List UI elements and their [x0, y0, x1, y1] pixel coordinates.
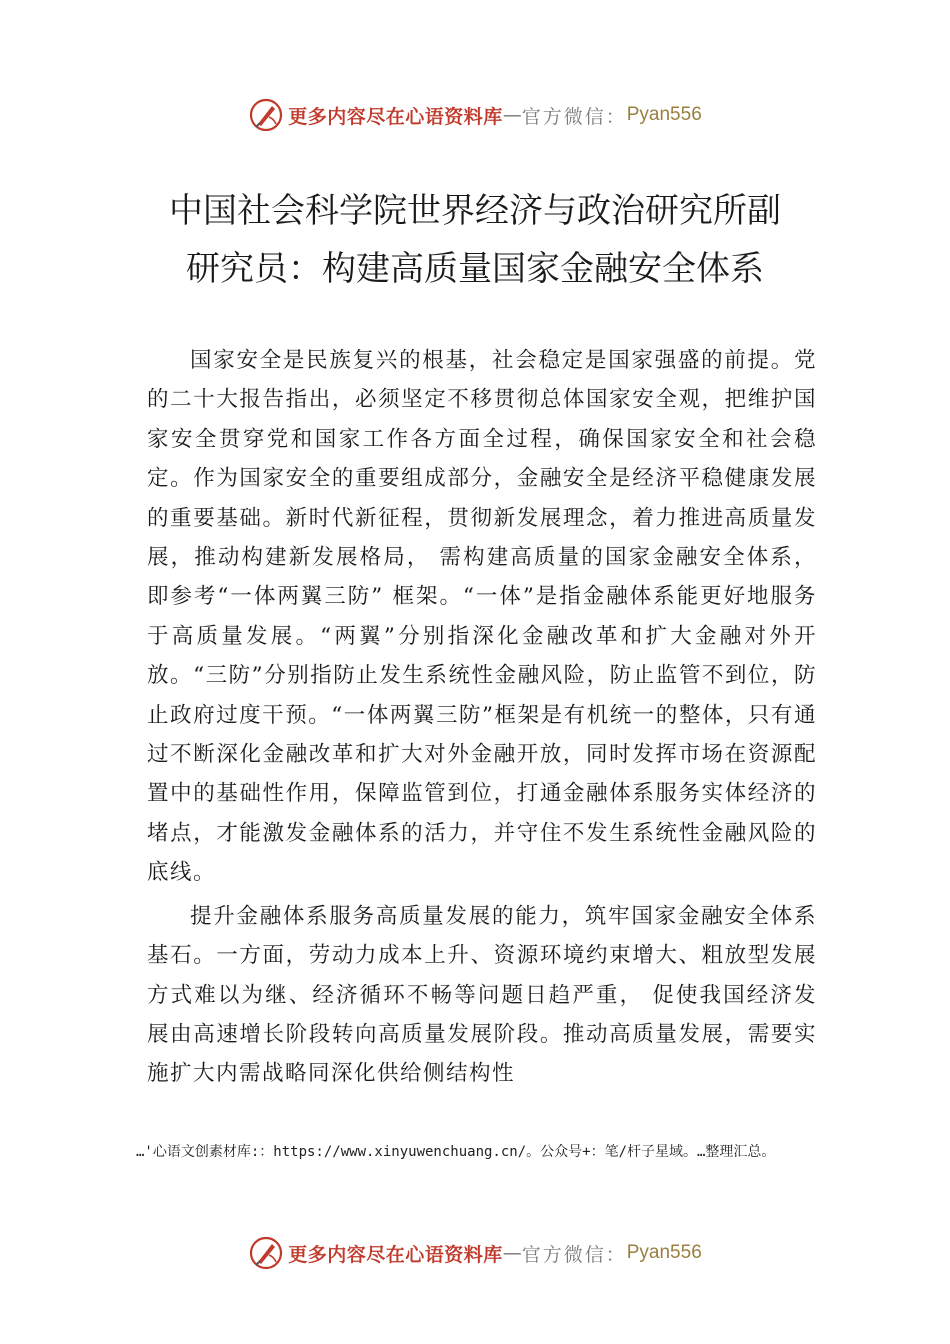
source-note: …'心语文创素材库:：https://www.xinyuwenchuang.cn/。公众号+：笔/杆子星域。…整理汇总。: [136, 1144, 776, 1160]
banner-brand-text: 更多内容尽在心语资料库: [288, 105, 503, 128]
footer-separator: —: [502, 1242, 522, 1264]
article-body: [147, 341, 817, 1094]
banner-wechat-id: Pyan556: [626, 104, 702, 125]
paragraph-1: 国家安全是民族复兴的根基，社会稳定是国家强盛的前提。党的二十大报告指出，必须坚定不移贯彻总体国家安全观，把维护国家安全贯穿党和国家工作各方面全过程，确保国家安全和社会稳定。作为国家安全的重要组成部分，金融安全是经济平稳健康发展的重要基础。新时代新征程，贯彻新发展理念，着力推进高质量发展，推动构建新发展格局， 需构建高质量的国家金融安全体系，即参考“一体两翼三防” 框架。“一体”是指金融体系能更好地服务于高质量发展。“两翼”分别指深化金融改革和扩大金融对外开放。“三防”分别指防止发生系统性金融风险，防止监管不到位，防止政府过度干预。“一体两翼三防”框架是有机统一的整体，只有通过不断深化金融改革和扩大对外金融开放，同时发挥市场在资源配置中的基础性作用，保障监管到位，打通金融体系服务实体经济的堵点，才能激发金融体系的活力，并守住不发生系统性金融风险的底线。: [147, 348, 817, 886]
footer-banner: [0, 1233, 950, 1273]
footer-brand-text: 更多内容尽在心语资料库: [288, 1243, 503, 1266]
page-title: [0, 182, 950, 298]
banner-official-label: 官方微信：: [521, 105, 627, 128]
header-banner: [0, 95, 950, 135]
banner-separator: —: [502, 104, 522, 126]
footer-official-label: 官方微信：: [521, 1243, 627, 1266]
pen-logo-icon: [248, 97, 284, 133]
pen-logo-icon: [248, 1235, 284, 1271]
title-line-2: 研究员：构建高质量国家金融安全体系: [186, 249, 764, 289]
footer-wechat-id: Pyan556: [626, 1242, 702, 1263]
paragraph-2: 提升金融体系服务高质量发展的能力，筑牢国家金融安全体系基石。一方面，劳动力成本上升、资源环境约束增大、粗放型发展方式难以为继、经济循环不畅等问题日趋严重， 促使我国经济发展由高速增长阶段转向高质量发展阶段。推动高质量发展，需要实施扩大内需战略同深化供给侧结构性: [147, 903, 817, 1087]
title-line-1: 中国社会科学院世界经济与政治研究所副: [169, 191, 781, 231]
